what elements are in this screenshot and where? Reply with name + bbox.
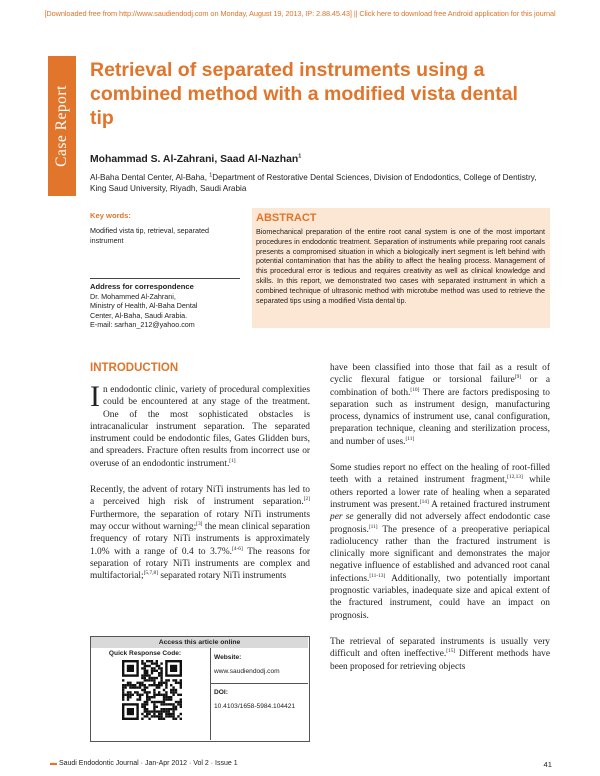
- correspondence-line: Dr. Mohammed Al-Zahrani,: [90, 292, 176, 301]
- doi-value[interactable]: 10.4103/1658-5984.104421: [214, 703, 296, 710]
- body-text: The presence of a preoperative periapical radiolucency rather than the fractured instrument is clinically more significant and demonstrates the major negative influence of established and advanced root canal infections.: [330, 524, 550, 584]
- citation-link[interactable]: [3]: [196, 520, 203, 527]
- section-label: [48, 56, 76, 196]
- access-box-divider: [210, 648, 211, 740]
- access-box-divider: [210, 683, 308, 684]
- author-line: [90, 154, 301, 165]
- body-paragraph: [330, 636, 550, 673]
- introduction-heading: INTRODUCTION: [90, 362, 179, 374]
- drop-cap: I: [90, 380, 100, 413]
- author-sup: 1: [298, 153, 302, 160]
- body-text: There are factors predisposing to separation such as instrument design, manufacturing process, dynamics of instrument use, canal configuration, preparation technique, cleaning and sterilization process, and number of uses.: [330, 387, 550, 447]
- keywords-text: Modified vista tip, retrieval, separated instrument: [90, 226, 210, 245]
- body-text: The retrieval of separated instruments is usually very difficult and often ineffective.: [330, 636, 550, 660]
- body-text: Additionally, two potentially important prognostic variables, inadequate size and apical extent of the fractured instrument, could have an impact on prognosis.: [330, 573, 550, 621]
- body-paragraph: [330, 462, 550, 622]
- body-text: while others reported a lower rate of healing when a separated instrument was present.: [330, 475, 550, 510]
- author-names: Mohammad S. Al-Zahrani, Saad Al-Nazhan: [90, 154, 299, 165]
- correspondence-divider: [90, 278, 240, 279]
- citation-link[interactable]: [9]: [514, 374, 522, 381]
- correspondence-address: [90, 292, 250, 330]
- citation-link[interactable]: [4-6]: [232, 545, 243, 552]
- footer-journal: ▬ Saudi Endodontic Journal · Jan-Apr 2012 · Vol 2 · Issue 1: [50, 760, 238, 767]
- body-text: the mean clinical separation frequency of rotary NiTi instruments is approximately 1.0% with a range of 0.4 to 3.7%.: [90, 521, 310, 557]
- italic-text: per se: [330, 512, 354, 523]
- body-column-left: [90, 380, 311, 596]
- abstract-text: Biomechanical preparation of the entire root canal system is one of the most important procedures in endodontic treatment. Separation of instruments while preparing root canals presents a compromised situation in which a biologically inert segment is left behind with potential contamination that has the ability to affect the healing process. Management of this procedural error is tedious and requires creativity as well as clinical knowledge and skills. In this report, we demonstrated two cases with separated instrument in which a combined technique of ultrasonic method with microtube method was used to retrieve the separated tips using a modified Vista dental tip.: [256, 227, 545, 305]
- website-label: Website:: [214, 654, 242, 661]
- body-text: n endodontic clinic, variety of procedural complexities could be encountered at any stage of the treatment. One of the most sophisticated obstacles is intracanalicular instrument separation. The separated instrument could be endodontic files, Gates Glidden burs, and spreaders. Fracture often results from incorrect use or overuse of an endodontic instrument.: [90, 385, 310, 469]
- body-paragraph: [330, 362, 550, 448]
- footer-volume: Vol 2: [193, 760, 209, 767]
- qr-label: Quick Response Code:: [108, 650, 182, 657]
- body-text: A retained fractured instrument: [428, 499, 550, 510]
- footer-bar-icon: ▬: [50, 760, 57, 767]
- correspondence-line: Ministry of Health, Al-Baha Dental: [90, 301, 198, 311]
- body-text: generally did not adversely affect endodontic case prognosis.: [330, 512, 550, 535]
- body-paragraph: [90, 380, 310, 470]
- page-number: 41: [543, 760, 552, 769]
- body-paragraph: [90, 484, 310, 582]
- correspondence-email[interactable]: E-mail: sarhan_212@yahoo.com: [90, 320, 195, 330]
- citation-link[interactable]: [14]: [419, 498, 429, 505]
- citation-link[interactable]: [11]: [405, 435, 415, 442]
- affiliations: [90, 172, 550, 194]
- section-label-text: Case Report: [53, 85, 71, 167]
- affiliation-0: Al-Baha Dental Center, Al-Baha,: [90, 173, 210, 182]
- citation-link[interactable]: [5,7,8]: [143, 570, 159, 577]
- correspondence-heading: Address for correspondence: [90, 282, 194, 291]
- footer-issue-number: Issue 1: [215, 760, 238, 767]
- citation-link[interactable]: [12,13]: [507, 474, 523, 481]
- citation-link[interactable]: [11]: [368, 523, 378, 530]
- abstract-heading: ABSTRACT: [256, 212, 317, 224]
- body-text: Different methods have been proposed for retrieving objects: [330, 649, 550, 672]
- body-text: have been classified into those that fail as a result of cyclic flexural fatigue or torsional failure: [330, 363, 550, 386]
- website-link[interactable]: www.saudiendodj.com: [214, 668, 280, 675]
- citation-link[interactable]: [15]: [446, 648, 456, 655]
- footer-issue-date: Jan-Apr 2012: [144, 760, 187, 767]
- citation-link[interactable]: [11-13]: [369, 572, 386, 579]
- affiliation-1: Department of Restorative Dental Sciences, Division of Endodontics, College of Dentistry, King Saud University, Riyadh, Saudi Arabia: [90, 173, 537, 193]
- citation-link[interactable]: [1]: [229, 457, 236, 464]
- affiliation-1-sup: 1: [209, 172, 213, 179]
- download-notice[interactable]: [Downloaded free from http://www.saudiendodj.com on Monday, August 19, 2013, IP: 2.88.45.43] || Click here to download free Android application for this journal: [44, 9, 556, 18]
- footer-journal-name: Saudi Endodontic Journal: [58, 760, 139, 767]
- body-text: The reasons for separation of rotary NiTi instruments are complex and multifactorial;: [90, 546, 311, 582]
- body-text: Some studies report no effect on the healing of root-filled teeth with a retained instrument fragment,: [330, 463, 550, 486]
- article-title: Retrieval of separated instruments using a combined method with a modified vista dental tip: [90, 59, 518, 129]
- body-text: Furthermore, the separation of rotary NiTi instruments may occur without warning;: [90, 509, 310, 532]
- access-box-heading: Access this article online: [91, 637, 308, 648]
- correspondence-line: Center, Al-Baha, Saudi Arabia.: [90, 310, 188, 320]
- body-text: or a combination of both.: [330, 375, 550, 398]
- citation-link[interactable]: [2]: [303, 496, 310, 503]
- body-text: Recently, the advent of rotary NiTi instruments has led to a perceived high risk of instrument separation.: [90, 485, 310, 508]
- body-column-right: [330, 362, 550, 687]
- body-text: separated rotary NiTi instruments: [158, 571, 287, 582]
- keywords-heading: Key words:: [90, 211, 131, 220]
- qr-code-icon[interactable]: [122, 660, 182, 720]
- doi-label: DOI:: [214, 689, 228, 696]
- citation-link[interactable]: [10]: [410, 386, 420, 393]
